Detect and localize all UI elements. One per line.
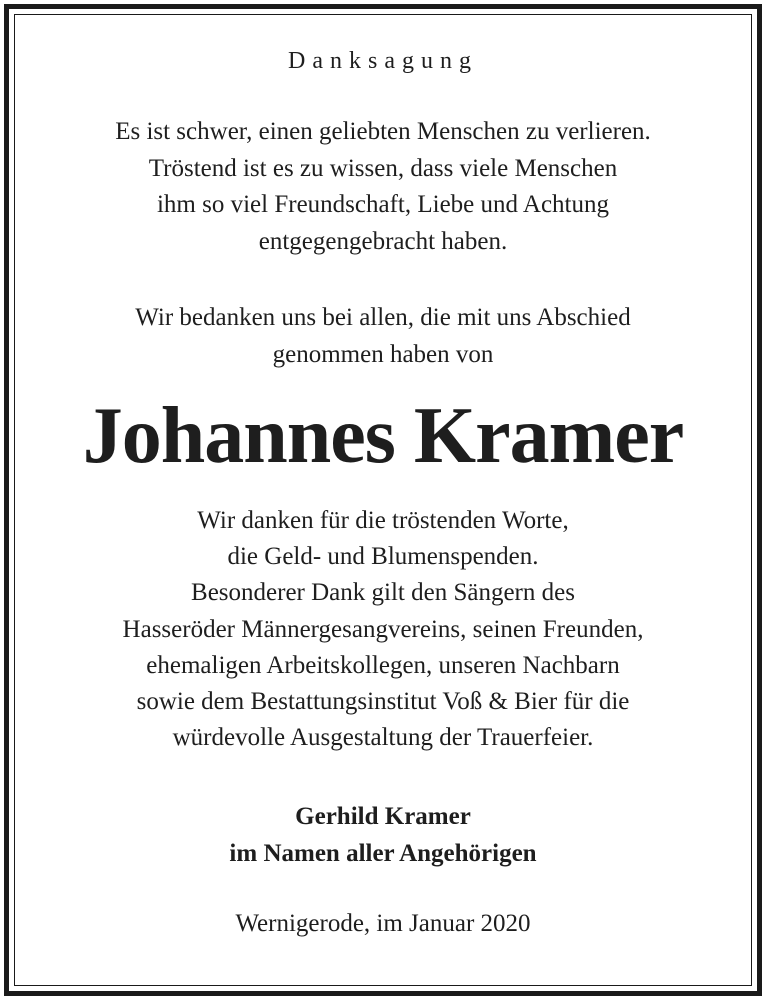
place-date: Wernigerode, im Januar 2020 xyxy=(235,910,531,937)
farewell-paragraph xyxy=(14,300,752,373)
thanks-paragraph xyxy=(14,503,752,756)
thanks-line: würdevolle Ausgestaltung der Trauerfeier. xyxy=(172,724,594,752)
thanks-line: die Geld- und Blumenspenden. xyxy=(227,543,539,571)
signature-note: im Namen aller Angehörigen xyxy=(229,840,537,867)
notice-heading: Danksagung xyxy=(288,48,478,74)
farewell-line: Wir bedanken uns bei allen, die mit uns Abschied xyxy=(135,304,631,331)
farewell-line: genommen haben von xyxy=(272,340,494,368)
thanks-line: Wir danken für die tröstenden Worte, xyxy=(197,507,569,534)
intro-line: ihm so viel Freundschaft, Liebe und Achtung xyxy=(156,191,609,218)
signature-name: Gerhild Kramer xyxy=(295,803,471,830)
thanks-line: Hasseröder Männergesangvereins, seinen Freunden, xyxy=(122,615,644,643)
signature-block xyxy=(14,798,752,872)
thanks-line: Besonderer Dank gilt den Sängern des xyxy=(191,579,575,607)
intro-line: Es ist schwer, einen geliebten Menschen zu verlieren. xyxy=(115,118,651,145)
intro-paragraph xyxy=(14,114,752,260)
deceased-name: Johannes Kramer xyxy=(82,392,684,480)
intro-line: Tröstend ist es zu wissen, dass viele Menschen xyxy=(148,154,618,182)
intro-line: entgegengebracht haben. xyxy=(258,227,508,255)
thanks-line: sowie dem Bestattungsinstitut Voß & Bier für die xyxy=(136,688,630,716)
thanks-line: ehemaligen Arbeitskollegen, unseren Nachbarn xyxy=(146,651,620,679)
